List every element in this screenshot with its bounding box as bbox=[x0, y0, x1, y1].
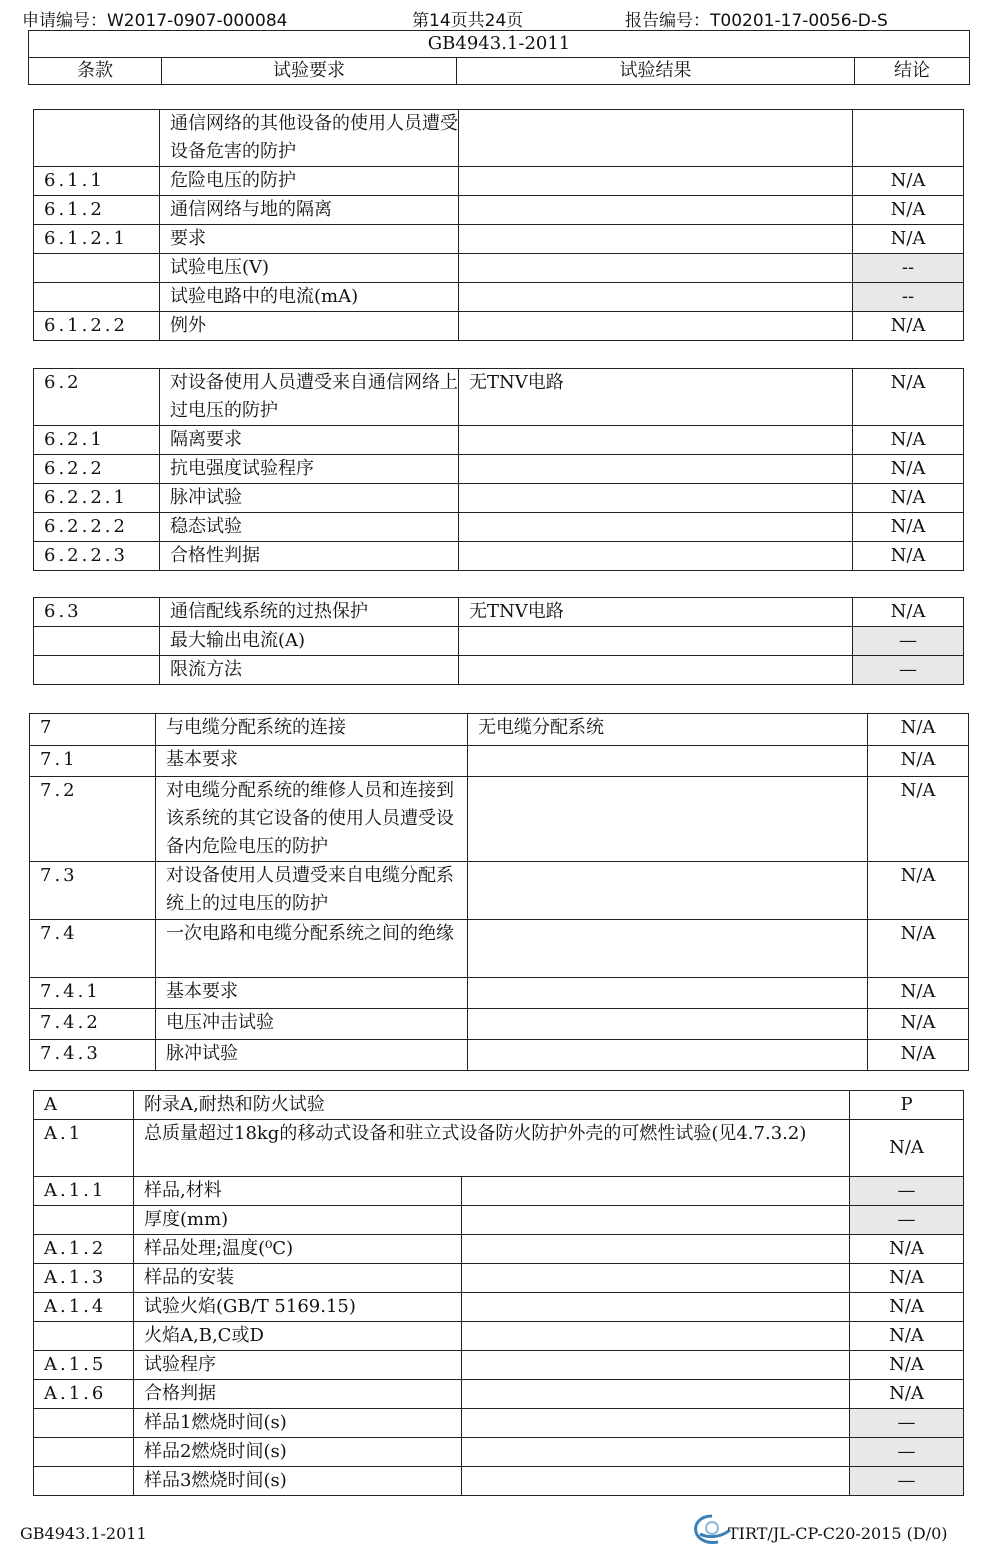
table-row bbox=[34, 1091, 964, 1120]
requirement-cell: 样品3燃烧时间(s) bbox=[134, 1467, 462, 1496]
verdict-cell: N/A bbox=[853, 167, 964, 196]
verdict-cell: N/A bbox=[850, 1235, 964, 1264]
clause-cell: 6.1.2 bbox=[34, 196, 160, 225]
standard-header-table bbox=[28, 30, 970, 85]
requirement-cell: 对电缆分配系统的维修人员和连接到该系统的其它设备的使用人员遭受设备内危险电压的防护 bbox=[156, 777, 468, 862]
requirement-cell: 与电缆分配系统的连接 bbox=[156, 714, 468, 746]
requirement-cell: 合格判据 bbox=[134, 1380, 462, 1409]
column-header-clause: 条款 bbox=[29, 58, 162, 85]
verdict-cell: N/A bbox=[850, 1380, 964, 1409]
result-cell bbox=[468, 1040, 868, 1071]
footer-form-number: TIRT/JL-CP-C20-2015 (D/0) bbox=[728, 1524, 948, 1543]
result-cell bbox=[468, 862, 868, 920]
result-cell bbox=[462, 1409, 850, 1438]
result-cell bbox=[462, 1177, 850, 1206]
table-row bbox=[30, 777, 969, 862]
table-row bbox=[34, 1467, 964, 1496]
result-cell bbox=[459, 455, 853, 484]
verdict-cell: N/A bbox=[853, 369, 964, 426]
clause-cell bbox=[34, 1438, 134, 1467]
verdict-cell: N/A bbox=[868, 862, 969, 920]
verdict-cell: — bbox=[850, 1467, 964, 1496]
table-row bbox=[34, 627, 964, 656]
requirement-cell: 附录A,耐热和防火试验 bbox=[134, 1091, 850, 1120]
table-row bbox=[34, 1380, 964, 1409]
verdict-cell: N/A bbox=[853, 598, 964, 627]
verdict-cell: N/A bbox=[853, 455, 964, 484]
requirement-cell: 稳态试验 bbox=[160, 513, 459, 542]
result-cell bbox=[459, 312, 853, 341]
requirement-cell: 脉冲试验 bbox=[156, 1040, 468, 1071]
result-cell bbox=[462, 1235, 850, 1264]
column-header-requirement: 试验要求 bbox=[162, 58, 457, 85]
verdict-cell: N/A bbox=[853, 484, 964, 513]
table-row bbox=[34, 225, 964, 254]
result-cell bbox=[468, 978, 868, 1009]
clause-cell: 6.1.2.1 bbox=[34, 225, 160, 254]
clause-cell: 7.4.2 bbox=[30, 1009, 156, 1040]
table-row bbox=[34, 1351, 964, 1380]
requirement-cell: 一次电路和电缆分配系统之间的绝缘 bbox=[156, 920, 468, 978]
result-cell: 无电缆分配系统 bbox=[468, 714, 868, 746]
requirement-cell: 最大输出电流(A) bbox=[160, 627, 459, 656]
result-cell bbox=[462, 1264, 850, 1293]
verdict-cell: N/A bbox=[853, 196, 964, 225]
clause-cell bbox=[34, 1206, 134, 1235]
result-cell bbox=[462, 1438, 850, 1467]
result-cell bbox=[459, 110, 853, 167]
clause-cell: 6.1.2.2 bbox=[34, 312, 160, 341]
table-row bbox=[30, 746, 969, 777]
result-cell bbox=[462, 1380, 850, 1409]
table-row bbox=[34, 1322, 964, 1351]
result-cell bbox=[462, 1322, 850, 1351]
verdict-cell: N/A bbox=[853, 225, 964, 254]
table-row bbox=[34, 1264, 964, 1293]
table-row bbox=[34, 598, 964, 627]
requirement-cell: 基本要求 bbox=[156, 978, 468, 1009]
result-cell bbox=[459, 283, 853, 312]
result-cell bbox=[468, 746, 868, 777]
verdict-cell: N/A bbox=[868, 920, 969, 978]
table-row bbox=[34, 484, 964, 513]
clause-cell: A.1.3 bbox=[34, 1264, 134, 1293]
verdict-cell: N/A bbox=[868, 746, 969, 777]
clause-cell: 7.3 bbox=[30, 862, 156, 920]
clause-cell bbox=[34, 110, 160, 167]
result-cell bbox=[459, 254, 853, 283]
standard-title: GB4943.1-2011 bbox=[29, 31, 970, 58]
table-row bbox=[30, 862, 969, 920]
clause-cell: 6.2 bbox=[34, 369, 160, 426]
clause-cell: 6.2.2.2 bbox=[34, 513, 160, 542]
clause-cell: 7 bbox=[30, 714, 156, 746]
clause-cell: 7.4.1 bbox=[30, 978, 156, 1009]
verdict-cell: N/A bbox=[850, 1264, 964, 1293]
result-cell bbox=[468, 920, 868, 978]
requirement-cell: 通信配线系统的过热保护 bbox=[160, 598, 459, 627]
table-row bbox=[30, 978, 969, 1009]
verdict-cell: N/A bbox=[853, 312, 964, 341]
clause-cell bbox=[34, 283, 160, 312]
clause-cell: 7.1 bbox=[30, 746, 156, 777]
requirement-cell: 试验电路中的电流(mA) bbox=[160, 283, 459, 312]
result-cell bbox=[462, 1293, 850, 1322]
table-row bbox=[34, 513, 964, 542]
clause-cell: 7.4 bbox=[30, 920, 156, 978]
result-cell: 无TNV电路 bbox=[459, 369, 853, 426]
result-cell bbox=[459, 196, 853, 225]
clause-cell: 6.3 bbox=[34, 598, 160, 627]
requirement-cell: 通信网络与地的隔离 bbox=[160, 196, 459, 225]
verdict-cell: -- bbox=[853, 254, 964, 283]
clause-cell bbox=[34, 656, 160, 685]
clause-cell: 7.4.3 bbox=[30, 1040, 156, 1071]
clause-cell bbox=[34, 1467, 134, 1496]
result-cell bbox=[459, 542, 853, 571]
report-number: 报告编号：T00201-17-0056-D-S bbox=[625, 11, 888, 31]
verdict-cell: N/A bbox=[868, 1040, 969, 1071]
table-row bbox=[34, 196, 964, 225]
table-row bbox=[34, 455, 964, 484]
verdict-cell: -- bbox=[853, 283, 964, 312]
verdict-cell: N/A bbox=[868, 1009, 969, 1040]
table-row bbox=[34, 167, 964, 196]
result-cell bbox=[459, 513, 853, 542]
verdict-cell: N/A bbox=[850, 1120, 964, 1177]
table-row bbox=[30, 714, 969, 746]
table-row bbox=[34, 312, 964, 341]
clause-6-3-table bbox=[33, 597, 964, 685]
requirement-cell: 脉冲试验 bbox=[160, 484, 459, 513]
table-row bbox=[34, 283, 964, 312]
result-cell bbox=[468, 777, 868, 862]
verdict-cell: N/A bbox=[853, 426, 964, 455]
verdict-cell: N/A bbox=[850, 1322, 964, 1351]
annex-a-table bbox=[33, 1090, 964, 1496]
verdict-cell: — bbox=[850, 1206, 964, 1235]
clause-cell bbox=[34, 254, 160, 283]
table-row bbox=[34, 656, 964, 685]
clause-cell: A.1.5 bbox=[34, 1351, 134, 1380]
requirement-cell: 通信网络的其他设备的使用人员遭受设备危害的防护 bbox=[160, 110, 459, 167]
clause-cell bbox=[34, 1409, 134, 1438]
table-row bbox=[34, 1409, 964, 1438]
clause-cell: A.1.1 bbox=[34, 1177, 134, 1206]
requirement-cell: 抗电强度试验程序 bbox=[160, 455, 459, 484]
table-row bbox=[34, 1293, 964, 1322]
result-cell bbox=[459, 167, 853, 196]
verdict-cell: N/A bbox=[868, 978, 969, 1009]
verdict-cell: N/A bbox=[853, 513, 964, 542]
requirement-cell: 厚度(mm) bbox=[134, 1206, 462, 1235]
column-header-verdict: 结论 bbox=[855, 58, 970, 85]
result-cell bbox=[462, 1351, 850, 1380]
table-row bbox=[30, 920, 969, 978]
clause-cell: 6.2.2.3 bbox=[34, 542, 160, 571]
clause-cell: A.1.2 bbox=[34, 1235, 134, 1264]
requirement-cell: 试验火焰(GB/T 5169.15) bbox=[134, 1293, 462, 1322]
requirement-cell: 危险电压的防护 bbox=[160, 167, 459, 196]
requirement-cell: 试验程序 bbox=[134, 1351, 462, 1380]
page-indicator: 第14页共24页 bbox=[412, 11, 524, 31]
table-row bbox=[30, 1009, 969, 1040]
verdict-cell: — bbox=[853, 627, 964, 656]
footer-standard: GB4943.1-2011 bbox=[20, 1524, 147, 1543]
requirement-cell: 对设备使用人员遭受来自电缆分配系统上的过电压的防护 bbox=[156, 862, 468, 920]
result-cell bbox=[468, 1009, 868, 1040]
result-cell bbox=[459, 426, 853, 455]
table-row bbox=[34, 1206, 964, 1235]
requirement-cell: 例外 bbox=[160, 312, 459, 341]
clause-cell: 6.2.2.1 bbox=[34, 484, 160, 513]
requirement-cell: 样品2燃烧时间(s) bbox=[134, 1438, 462, 1467]
clause-7-table bbox=[29, 713, 969, 1071]
column-header-result: 试验结果 bbox=[457, 58, 855, 85]
requirement-cell: 对设备使用人员遭受来自通信网络上过电压的防护 bbox=[160, 369, 459, 426]
requirement-cell: 火焰A,B,C或D bbox=[134, 1322, 462, 1351]
requirement-cell: 限流方法 bbox=[160, 656, 459, 685]
requirement-cell: 要求 bbox=[160, 225, 459, 254]
verdict-cell: — bbox=[850, 1409, 964, 1438]
clause-cell bbox=[34, 1322, 134, 1351]
table-row bbox=[34, 542, 964, 571]
table-row bbox=[34, 254, 964, 283]
result-cell bbox=[462, 1206, 850, 1235]
verdict-cell: N/A bbox=[850, 1351, 964, 1380]
clause-cell: 7.2 bbox=[30, 777, 156, 862]
requirement-cell: 样品,材料 bbox=[134, 1177, 462, 1206]
requirement-cell: 样品1燃烧时间(s) bbox=[134, 1409, 462, 1438]
clause-cell: 6.1.1 bbox=[34, 167, 160, 196]
verdict-cell: — bbox=[850, 1438, 964, 1467]
requirement-cell: 样品的安装 bbox=[134, 1264, 462, 1293]
clause-6-1-table bbox=[33, 109, 964, 341]
requirement-cell: 试验电压(V) bbox=[160, 254, 459, 283]
table-row bbox=[34, 426, 964, 455]
requirement-cell: 基本要求 bbox=[156, 746, 468, 777]
result-cell bbox=[462, 1467, 850, 1496]
verdict-cell: N/A bbox=[853, 542, 964, 571]
result-cell bbox=[459, 225, 853, 254]
clause-6-2-table bbox=[33, 368, 964, 571]
table-row bbox=[34, 1438, 964, 1467]
application-number: 申请编号：W2017-0907-000084 bbox=[22, 11, 288, 31]
clause-cell: 6.2.1 bbox=[34, 426, 160, 455]
clause-cell: A.1 bbox=[34, 1120, 134, 1177]
requirement-cell: 电压冲击试验 bbox=[156, 1009, 468, 1040]
requirement-cell: 样品处理;温度(⁰C) bbox=[134, 1235, 462, 1264]
result-cell bbox=[459, 627, 853, 656]
verdict-cell: — bbox=[853, 656, 964, 685]
verdict-cell: N/A bbox=[868, 714, 969, 746]
verdict-cell: N/A bbox=[850, 1293, 964, 1322]
table-row bbox=[34, 1120, 964, 1177]
clause-cell bbox=[34, 627, 160, 656]
verdict-cell: N/A bbox=[868, 777, 969, 862]
requirement-cell: 总质量超过18kg的移动式设备和驻立式设备防火防护外壳的可燃性试验(见4.7.3.2) bbox=[134, 1120, 850, 1177]
verdict-cell bbox=[853, 110, 964, 167]
result-cell bbox=[459, 656, 853, 685]
table-row bbox=[34, 1235, 964, 1264]
result-cell: 无TNV电路 bbox=[459, 598, 853, 627]
clause-cell: A.1.4 bbox=[34, 1293, 134, 1322]
table-row bbox=[34, 110, 964, 167]
result-cell bbox=[459, 484, 853, 513]
table-row bbox=[34, 1177, 964, 1206]
verdict-cell: P bbox=[850, 1091, 964, 1120]
table-row bbox=[30, 1040, 969, 1071]
clause-cell: A.1.6 bbox=[34, 1380, 134, 1409]
verdict-cell: — bbox=[850, 1177, 964, 1206]
table-row bbox=[34, 369, 964, 426]
clause-cell: 6.2.2 bbox=[34, 455, 160, 484]
requirement-cell: 隔离要求 bbox=[160, 426, 459, 455]
clause-cell: A bbox=[34, 1091, 134, 1120]
requirement-cell: 合格性判据 bbox=[160, 542, 459, 571]
